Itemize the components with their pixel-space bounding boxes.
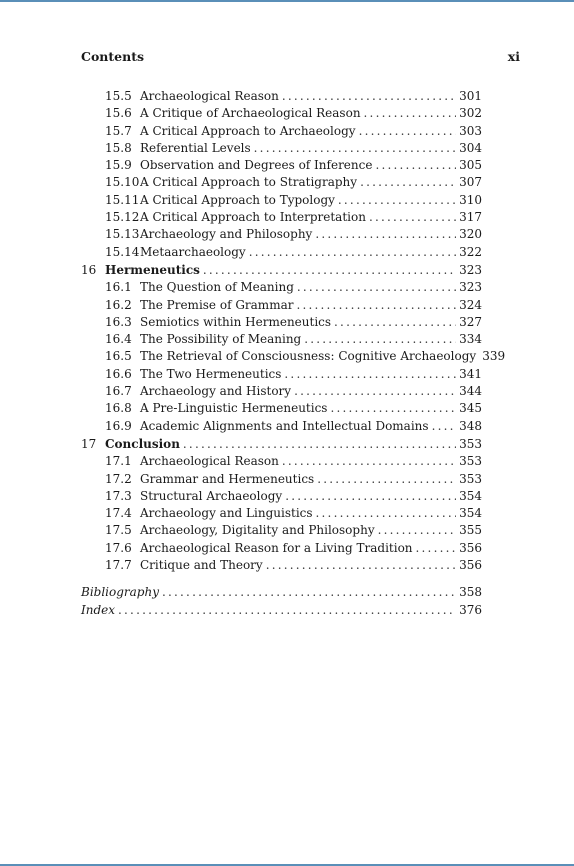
leader-dots xyxy=(416,540,457,557)
page-ref: 310 xyxy=(459,192,482,207)
leader-dots xyxy=(317,471,456,488)
page-ref: 354 xyxy=(459,488,482,503)
toc-chapter-17[interactable] xyxy=(81,436,482,453)
toc-entry[interactable] xyxy=(81,192,482,209)
section-number: 17.2 xyxy=(105,471,132,486)
page-ref: 323 xyxy=(459,262,482,277)
page-ref: 376 xyxy=(459,602,482,617)
leader-dots xyxy=(315,226,456,243)
leader-dots xyxy=(338,192,456,209)
page-ref: 334 xyxy=(459,332,482,347)
page-ref: 305 xyxy=(459,158,482,173)
chapter-number: 17 xyxy=(81,436,97,451)
leader-dots xyxy=(432,418,457,435)
toc-chapter-16[interactable] xyxy=(81,262,482,279)
section-title: Archaeological Reason xyxy=(140,454,279,469)
leader-dots xyxy=(282,453,456,470)
page-ref: 302 xyxy=(459,106,482,121)
page-ref: 353 xyxy=(459,454,482,469)
page-ref: 341 xyxy=(459,366,482,381)
section-title: The Two Hermeneutics xyxy=(140,366,282,381)
leader-dots xyxy=(369,209,456,226)
page-ref: 304 xyxy=(459,140,482,155)
toc-entry[interactable] xyxy=(81,418,482,435)
section-title: Archaeological Reason xyxy=(140,89,279,103)
page-ref: 323 xyxy=(459,280,482,295)
page-number-roman: xi xyxy=(507,49,520,64)
chapter-title: Hermeneutics xyxy=(105,262,200,277)
section-title: The Premise of Grammar xyxy=(140,297,294,312)
toc-entry[interactable] xyxy=(81,226,482,243)
page-ref: 356 xyxy=(459,540,482,555)
table-of-contents xyxy=(81,88,506,619)
section-number: 16.3 xyxy=(105,314,132,329)
section-number: 15.5 xyxy=(105,89,132,103)
toc-entry[interactable] xyxy=(81,174,482,191)
page-ref: 317 xyxy=(459,210,482,225)
toc-entry[interactable] xyxy=(81,383,482,400)
toc-entry[interactable] xyxy=(81,88,482,105)
section-number: 15.14 xyxy=(105,244,140,259)
section-number: 16.7 xyxy=(105,384,132,399)
page-ref: 358 xyxy=(459,585,482,600)
back-matter-title: Index xyxy=(81,602,116,617)
section-title: Archaeological Reason for a Living Tradition xyxy=(140,540,413,555)
page-ref: 339 xyxy=(482,349,506,364)
leader-dots xyxy=(360,174,456,191)
leader-dots xyxy=(183,436,456,453)
section-number: 16.2 xyxy=(105,297,132,312)
toc-entry[interactable] xyxy=(81,453,482,470)
toc-entry[interactable] xyxy=(81,471,482,488)
toc-entry[interactable] xyxy=(81,297,482,314)
section-number: 17.3 xyxy=(105,488,132,503)
toc-index[interactable] xyxy=(81,602,482,619)
section-number: 17.7 xyxy=(105,558,132,573)
leader-dots xyxy=(266,557,456,574)
section-number: 16.1 xyxy=(105,280,132,295)
leader-dots xyxy=(285,488,456,505)
section-number: 16.6 xyxy=(105,366,132,381)
leader-dots xyxy=(359,123,457,140)
leader-dots xyxy=(203,262,456,279)
leader-dots xyxy=(296,297,456,314)
toc-entry[interactable] xyxy=(81,557,482,574)
leader-dots xyxy=(118,602,456,619)
section-number: 16.8 xyxy=(105,401,132,416)
toc-entry[interactable] xyxy=(81,331,482,348)
leader-dots xyxy=(162,584,456,601)
section-number: 15.10 xyxy=(105,175,140,190)
chapter-number: 16 xyxy=(81,262,97,277)
section-title: Metaarchaeology xyxy=(140,244,246,259)
section-title: A Critique of Archaeological Reason xyxy=(140,106,361,121)
chapter-title: Conclusion xyxy=(105,436,180,451)
section-title: A Critical Approach to Typology xyxy=(140,192,335,207)
toc-entry[interactable] xyxy=(81,522,482,539)
page-ref: 356 xyxy=(459,558,482,573)
section-title: Observation and Degrees of Inference xyxy=(140,158,373,173)
section-title: Structural Archaeology xyxy=(140,488,283,503)
section-number: 15.11 xyxy=(105,192,140,207)
section-number: 15.12 xyxy=(105,210,140,225)
page-ref: 307 xyxy=(459,175,482,190)
leader-dots xyxy=(375,157,456,174)
section-number: 15.9 xyxy=(105,158,132,173)
leader-dots xyxy=(282,88,456,105)
section-number: 17.4 xyxy=(105,506,132,521)
section-number: 16.9 xyxy=(105,418,132,433)
toc-entry[interactable] xyxy=(81,348,506,365)
toc-entry[interactable] xyxy=(81,366,482,383)
page-ref: 320 xyxy=(459,227,482,242)
toc-entry[interactable] xyxy=(81,400,482,417)
page-ref: 322 xyxy=(459,244,482,259)
toc-entry[interactable] xyxy=(81,209,482,226)
section-title: A Pre-Linguistic Hermeneutics xyxy=(140,401,328,416)
section-title: Semiotics within Hermeneutics xyxy=(140,314,332,329)
section-title: A Critical Approach to Stratigraphy xyxy=(140,175,358,190)
page-ref: 301 xyxy=(459,89,482,103)
toc-bibliography[interactable] xyxy=(81,584,482,601)
page-ref: 348 xyxy=(459,418,482,433)
section-number: 16.4 xyxy=(105,332,132,347)
toc-entry[interactable] xyxy=(81,140,482,157)
section-title: Archaeology and Philosophy xyxy=(140,227,313,242)
toc-entry[interactable] xyxy=(81,540,482,557)
section-title: Grammar and Hermeneutics xyxy=(140,471,315,486)
leader-dots xyxy=(297,279,456,296)
section-number: 16.5 xyxy=(105,349,132,364)
page-ref: 344 xyxy=(459,384,482,399)
top-border xyxy=(0,0,574,2)
toc-entry[interactable] xyxy=(81,314,482,331)
page-ref: 324 xyxy=(459,297,482,312)
section-title: The Retrieval of Consciousness: Cognitive Archaeology xyxy=(140,349,477,364)
leader-dots xyxy=(330,400,456,417)
section-number: 15.8 xyxy=(105,140,132,155)
leader-dots xyxy=(304,331,456,348)
section-number: 17.1 xyxy=(105,454,132,469)
toc-entry[interactable] xyxy=(81,244,482,261)
leader-dots xyxy=(249,244,456,261)
section-title: Archaeology and History xyxy=(140,384,292,399)
toc-entry[interactable] xyxy=(81,123,482,140)
toc-entry[interactable] xyxy=(81,488,482,505)
section-number: 15.6 xyxy=(105,106,132,121)
page-ref: 353 xyxy=(459,471,482,486)
section-title: The Possibility of Meaning xyxy=(140,332,302,347)
leader-dots xyxy=(254,140,456,157)
section-title: Academic Alignments and Intellectual Domains xyxy=(140,418,429,433)
toc-entry[interactable] xyxy=(81,505,482,522)
page-ref: 354 xyxy=(459,506,482,521)
section-title: Archaeology and Linguistics xyxy=(140,506,313,521)
page-ref: 327 xyxy=(459,314,482,329)
section-number: 15.13 xyxy=(105,227,140,242)
section-title: A Critical Approach to Interpretation xyxy=(140,210,366,225)
leader-dots xyxy=(294,383,456,400)
page-ref: 303 xyxy=(459,123,482,138)
running-header xyxy=(81,49,520,65)
leader-dots xyxy=(378,522,457,539)
section-title: The Question of Meaning xyxy=(140,280,294,295)
section-title: A Critical Approach to Archaeology xyxy=(140,123,356,138)
section-number: 17.6 xyxy=(105,540,132,555)
page-ref: 353 xyxy=(459,436,482,451)
running-header-title: Contents xyxy=(81,49,145,64)
section-title: Referential Levels xyxy=(140,140,251,155)
toc-entry[interactable] xyxy=(81,279,482,296)
toc-entry[interactable] xyxy=(81,157,482,174)
leader-dots xyxy=(284,366,456,383)
section-title: Critique and Theory xyxy=(140,558,263,573)
section-title: Archaeology, Digitality and Philosophy xyxy=(140,523,375,538)
toc-entry[interactable] xyxy=(81,105,482,122)
page-ref: 355 xyxy=(459,523,482,538)
back-matter-title: Bibliography xyxy=(81,585,159,600)
page-ref: 345 xyxy=(459,401,482,416)
leader-dots xyxy=(334,314,456,331)
leader-dots xyxy=(364,105,457,122)
section-number: 17.5 xyxy=(105,523,132,538)
leader-dots xyxy=(316,505,457,522)
section-number: 15.7 xyxy=(105,123,132,138)
